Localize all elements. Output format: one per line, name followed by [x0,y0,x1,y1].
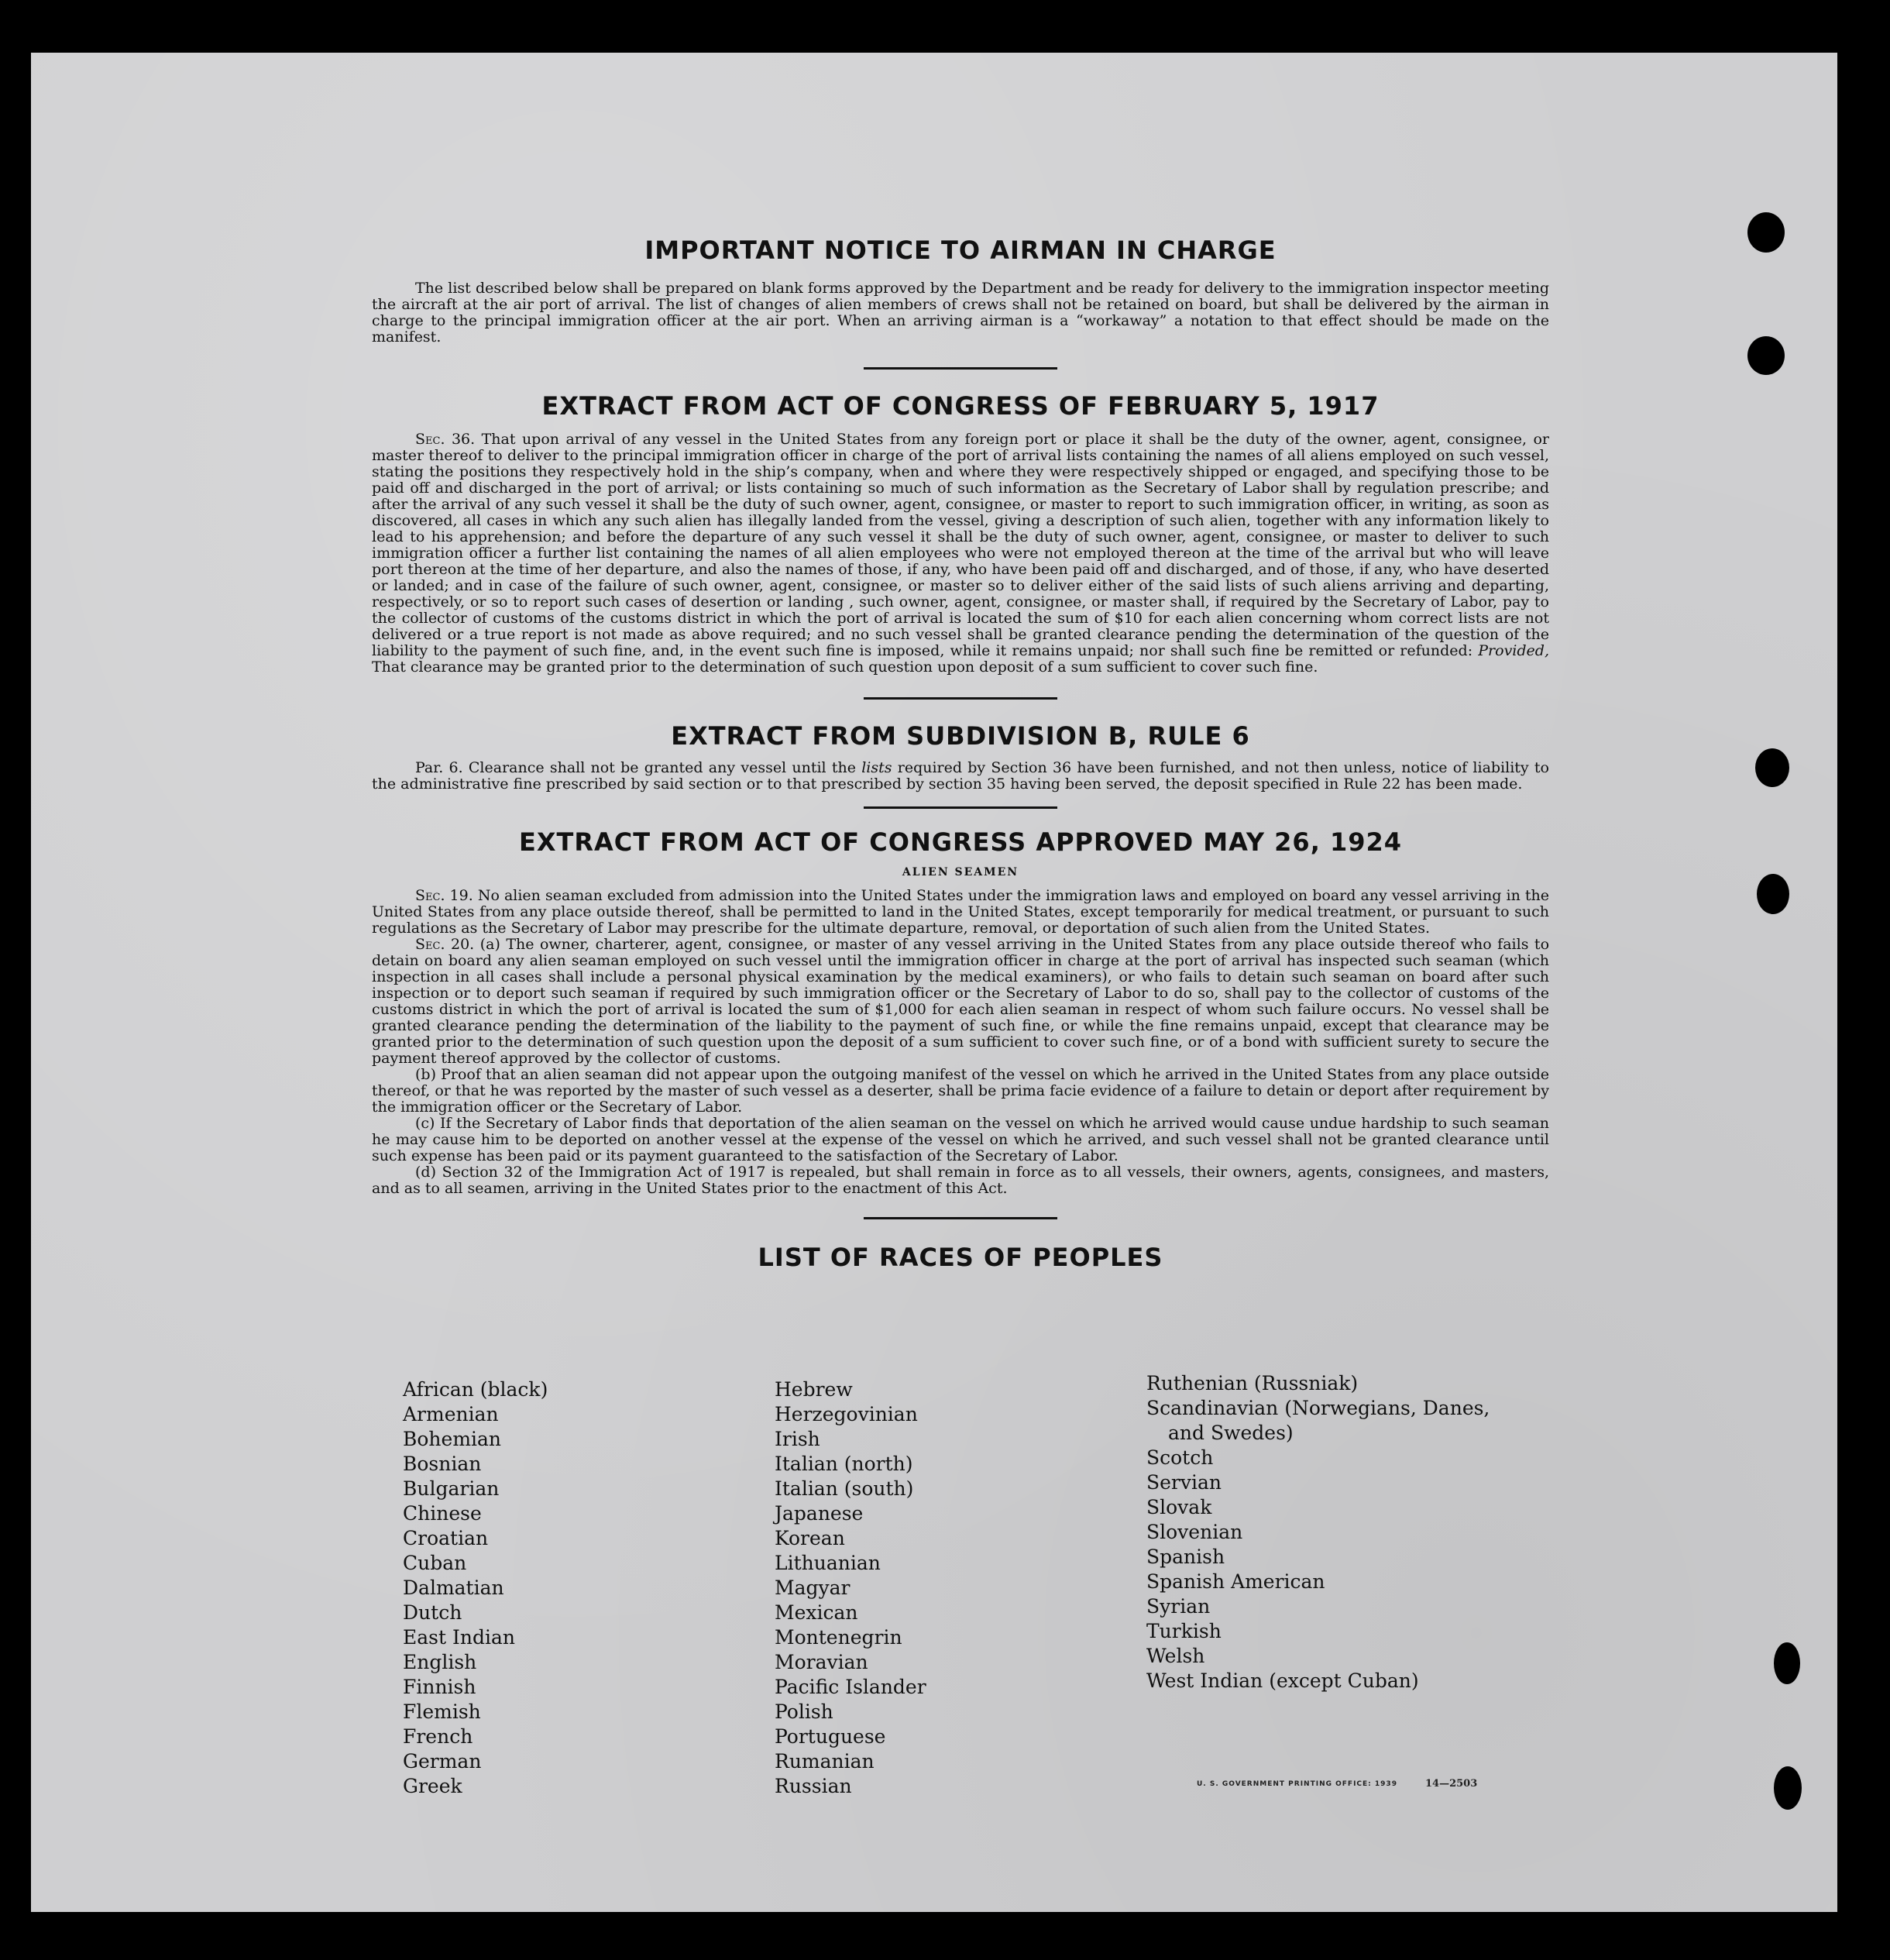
divider [864,367,1057,370]
race-item: German [403,1750,482,1773]
race-item: Welsh [1146,1645,1205,1667]
race-item: Dutch [403,1601,462,1624]
race-item: Pacific Islander [775,1676,926,1698]
race-item: Mexican [775,1601,858,1624]
lists-word: lists [861,759,892,776]
race-item: Slovak [1146,1496,1212,1518]
race-item: Japanese [775,1502,864,1525]
sec20b-text: (b) Proof that an alien seaman did not appear upon the outgoing manifest of the vessel on which he arrived in the United States from any place outside thereof, or that he was reported by the master of such vessel as a deserter, shall be prima facie evidence of a failure to detain or deport after requirement by the immigration officer or the Secretary of Labor. [372,1066,1549,1116]
alien-seamen-subtitle: ALIEN SEAMEN [902,866,1019,879]
par-text-b: required by Section 36 have been furnished, and not then unless, notice of liability to the administrative fine prescribed by said section or to that prescribed by section 35 having been served, the deposit specified in Rule 22 has been made. [372,759,1549,793]
race-item: Bohemian [403,1428,502,1450]
race-item: Irish [775,1428,820,1450]
races-column-2 [775,1377,926,1799]
race-item: Russian [775,1775,852,1797]
sec20a-text [372,937,1549,1067]
race-item: Finnish [403,1676,476,1698]
race-item: Lithuanian [775,1552,881,1574]
race-item: Polish [775,1700,833,1723]
race-item: Syrian [1146,1595,1211,1618]
race-item: West Indian (except Cuban) [1146,1669,1419,1692]
extract-1924-title: EXTRACT FROM ACT OF CONGRESS APPROVED MAY 26, 1924 [518,827,1403,857]
binder-hole [1774,1642,1800,1684]
race-item: Dalmatian [403,1577,504,1599]
race-item: Spanish American [1146,1570,1325,1593]
race-item: Scotch [1146,1446,1214,1469]
race-item: French [403,1725,473,1748]
sec20c-text: (c) If the Secretary of Labor finds that deportation of the alien seaman on the vessel on which he arrived would cause undue hardship to such seaman he may cause him to be deported on another vessel at the expense of the vessel on which he arrived, and such vessel shall not be granted clearance until such expense has been paid or its payment guaranteed to the satisfaction of the Secretary of Labor. [372,1115,1549,1164]
binder-hole [1747,336,1785,375]
race-item: English [403,1651,477,1673]
divider [864,806,1057,809]
race-item: Korean [775,1527,845,1549]
section-text: That upon arrival of any vessel in the United States from any foreign port or place it shall be the duty of the owner, agent, consignee, or master thereof to deliver to the principal immigration officer in charge of the port of arrival lists containing the names of all aliens employed on such vessel, stating the positions they respectively hold in the ship’s company, when and where they were respectively shipped or engaged, and specifying those to be paid off and discharged in the port of arrival; or lists containing so much of such information as the Secretary of Labor shall by regulation prescribe; and after the arrival of any such vessel it shall be the duty of such owner, agent, consignee, or master to report to such immigration officer, in writing, as soon as discovered, all cases in which any such alien has illegally landed from the vessel, giving a description of such alien, together with any information likely to lead to his apprehension; and before the departure of any such vessel it shall be the duty of such owner, agent, consignee, or master to deliver to such immigration officer a further list containing the names of all alien employees who were not employed thereon at the time of the arrival but who will leave port thereon at the time of her departure, and also the names of those, if any, who have been paid off and discharged, and of those, if any, who have deserted or landed; and in case of the failure of such owner, agent, consignee, or master so to deliver either of the said lists of such aliens arriving and departing, respectively, or so to report such cases of desertion or landing , such owner, agent, consignee, or master shall, if required by the Secretary of Labor, pay to the collector of customs of the customs district in which the port of arrival is located the sum of $10 for each alien concerning whom correct lists are not delivered or a true report is not made as above required; and no such vessel shall be granted clearance pending the determination of the question of the liability to the payment of such fine, and, in the event such fine is imposed, while it remains unpaid; nor shall such fine be remitted or refunded: [372,431,1549,659]
race-item: Bosnian [403,1453,482,1475]
divider [864,1217,1057,1219]
race-item: African (black) [403,1378,548,1401]
race-item: Servian [1146,1471,1222,1494]
printer-imprint: U. S. GOVERNMENT PRINTING OFFICE: 1939 [1197,1780,1397,1788]
race-item: Hebrew [775,1378,853,1401]
race-item: Portuguese [775,1725,886,1748]
extract-1917-title: EXTRACT FROM ACT OF CONGRESS OF FEBRUARY 5, 1917 [541,391,1380,421]
race-item: Chinese [403,1502,482,1525]
sec19-text [372,888,1549,937]
rule6-title: EXTRACT FROM SUBDIVISION B, RULE 6 [671,721,1250,751]
race-item: Bulgarian [403,1477,500,1500]
sec20-label: Sec. 20. [415,936,475,953]
document-content [372,177,1549,1272]
binder-hole [1755,748,1789,787]
races-column-1 [403,1377,548,1799]
race-item: Slovenian [1146,1521,1243,1543]
sec19-body: No alien seaman excluded from admission into the United States under the immigration laws and employed on board any vessel arriving in the United States from any place outside thereof, shall be permitted to land in the United States, except temporarily for medical treatment, or pursuant to such regulations as the Secretary of Labor may prescribe for the ultimate departure, removal, or deportation of such alien from the United States. [372,887,1549,937]
sec20a-body: (a) The owner, charterer, agent, consignee, or master of any vessel arriving in the United States from any place outside thereof who fails to detain on board any alien seaman employed on such vessel until the immigration officer in charge at the port of arrival has inspected such seaman (which inspection in all cases shall include a personal physical examination by the medical examiners), or who fails to detain such seaman on board after such inspection or to deport such seaman if required by such immigration officer or the Secretary of Labor to do so, shall pay to the collector of customs of the customs district in which the port of arrival is located the sum of $1,000 for each alien seaman in respect of whom such failure occurs. No vessel shall be granted clearance pending the determination of the liability to the payment of such fine, or while the fine remains unpaid, except that clearance may be granted prior to the determination of such question upon the deposit of a sum sufficient to cover such fine, or of a bond with sufficient surety to secure the payment thereof approved by the collector of customs. [372,936,1550,1067]
form-number: 14—2503 [1425,1778,1478,1790]
binder-hole [1774,1766,1802,1810]
race-item: Scandinavian (Norwegians, Danes, [1146,1397,1490,1419]
section-label: Sec. 36. [415,431,476,448]
races-column-3 [1146,1371,1490,1694]
race-item: Turkish [1146,1620,1222,1642]
notice-text: The list described below shall be prepared on blank forms approved by the Department and be ready for delivery to the immigration inspector meeting the aircraft at the air port of arrival. The list of changes of alien members of crews shall not be retained on board, but shall be delivered by the airman in charge to the principal immigration officer at the air port. When an arriving airman is a “workaway” a notation to that effect should be made on the manifest. [372,280,1549,346]
race-item: Ruthenian (Russniak) [1146,1372,1359,1394]
race-item: Flemish [403,1700,481,1723]
section-text-end: That clearance may be granted prior to the determination of such question upon deposit of a sum sufficient to cover such fine. [372,658,1318,676]
document-page [31,53,1837,1912]
race-item: Rumanian [775,1750,875,1773]
races-list [403,1372,1565,1811]
race-item: and Swedes) [1168,1422,1294,1444]
rule6-text [372,760,1549,793]
notice-title: IMPORTANT NOTICE TO AIRMAN IN CHARGE [644,236,1277,265]
race-item: East Indian [403,1626,515,1649]
race-item: Italian (south) [775,1477,914,1500]
divider [864,697,1057,700]
race-item: Greek [403,1775,462,1797]
par-label: Par. 6. [415,759,463,776]
sec20d-text: (d) Section 32 of the Immigration Act of 1917 is repealed, but shall remain in force as to all vessels, their owners, agents, consignees, and masters, and as to all seamen, arriving in the United States prior to the enactment of this Act. [372,1164,1549,1197]
sec19-label: Sec. 19. [415,887,473,904]
race-item: Magyar [775,1577,850,1599]
race-item: Moravian [775,1651,868,1673]
race-item: Italian (north) [775,1453,913,1475]
race-item: Spanish [1146,1546,1225,1568]
race-item: Armenian [403,1403,499,1425]
races-title: LIST OF RACES OF PEOPLES [758,1243,1163,1272]
race-item: Cuban [403,1552,467,1574]
extract-1917-text [372,432,1549,676]
race-item: Croatian [403,1527,489,1549]
par-text-a: Clearance shall not be granted any vessel until the [468,759,856,776]
race-item: Herzegovinian [775,1403,918,1425]
race-item: Montenegrin [775,1626,902,1649]
binder-hole [1757,874,1789,914]
binder-hole [1747,212,1785,253]
provided-word: Provided, [1478,642,1549,659]
